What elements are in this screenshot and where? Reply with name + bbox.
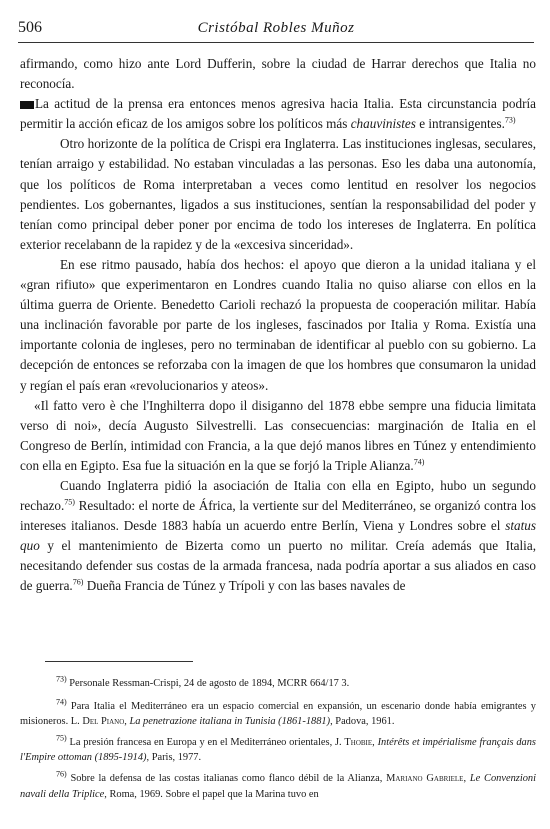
paragraph-6-text-d: Dueña Francia de Túnez y Trípoli y con las bases navales de	[83, 578, 406, 594]
footnote-74	[20, 699, 536, 730]
footnote-76-title: Le Convenzioni navali della Triplice	[20, 772, 536, 800]
footnote-73-number: 73)	[56, 674, 67, 684]
footnote-74-author: Del Piano	[82, 716, 125, 728]
paragraph-5-text: «Il fatto vero è che l'Inghilterra dopo il disiganno del 1878 ebbe sempre una fiducia limitata verso di noi», decía Augusto Silvestrelli. Las consecuencias: marginación de Italia en el Congreso de Berlín, intimidad con Francia, a la que dejó manos libres en Túnez y entendimiento con ella en Egipto. Esa fue la situación en la que se forjó la Triple Alianza.	[20, 397, 536, 473]
footnote-75-title: Intérêts et impérialisme français dans l'Empire ottoman (1895-1914)	[20, 736, 536, 764]
footnote-76-author: Mariano Gabriele	[386, 772, 464, 784]
page-number: 506	[18, 19, 42, 36]
paragraph-3-text: Otro horizonte de la política de Crispi era Inglaterra. Las instituciones inglesas, seculares, tenían arraigo y estabilidad. No estaban vinculadas a las personas. Eso les daba una autonomía, que los políticos de Roma interpretaban a veces como lentitud en resolver los negocios pendientes. Los gobernantes, ligados a sus instituciones, sentían la responsabilidad del poder y tenían como principal deber poner por encima de todo los intereses de Inglaterra. En política exterior recelabann de la rapidez y de la «excesiva sinceridad».	[20, 136, 536, 252]
paragraph-2-emphasis: chauvinistes	[350, 116, 416, 132]
footnote-74-text-b: , Padova, 1961.	[330, 716, 395, 728]
paragraph-4-text: En ese ritmo pausado, había dos hechos: el apoyo que dieron a la unidad italiana y el «gran rifiuto» que experimentaron en Londres cuando Italia no quiso aliarse con ellos en la última guerra de Oriente. Benedetto Carioli rechazó la propuesta de cooperación militar. Había una inclinación favorable por parte de los ingleses, fascinados por Italia y Roma. Existía una importante colonia de ingleses, pero no terminaban de identificar al pueblo con su gobierno. La decepción de entonces se reforzaba con la imagen de que los hombres que consumaron la unidad y regían el país eran «revolucionarios y ateos».	[20, 256, 536, 393]
paragraph-6-emphasis: status quo	[20, 518, 536, 554]
page-header	[18, 18, 534, 43]
paragraph-5	[20, 396, 536, 476]
footnote-ref-75: 75)	[64, 497, 75, 507]
paragraph-1	[20, 54, 536, 94]
running-head: Cristóbal Robles Muñoz	[197, 20, 355, 36]
footnote-ref-76: 76)	[72, 578, 84, 588]
paragraph-6-text-b: Resultado: el norte de África, la vertiente sur del Mediterráneo, se organizó contra los intereses italianos. Desde 1883 había un acuerdo entre Berlín, Viena y Londres sobre el	[20, 498, 536, 534]
footnote-ref-74: 74)	[413, 457, 425, 467]
footnote-75-separator: ,	[372, 736, 378, 748]
footnote-73	[20, 676, 536, 692]
footnote-75-author: Thobie	[344, 736, 373, 748]
footnote-76-number: 76)	[56, 769, 67, 779]
footnote-75-text-a: La presión francesa en Europa y en el Mediterráneo orientales, J.	[66, 736, 345, 748]
paragraph-2-text-b: e intransigentes.	[415, 116, 505, 132]
footnote-76-separator: ,	[463, 772, 470, 784]
footnote-76	[20, 771, 536, 802]
footnote-73-text: Personale Ressman-Crispi, 24 de agosto de 1894, MCRR 664/17 3.	[66, 678, 350, 689]
footnote-74-separator: ,	[124, 716, 130, 728]
footnote-75-text-b: , Paris, 1977.	[146, 752, 202, 764]
paragraph-1-text: afirmando, como hizo ante Lord Dufferin, sobre la ciudad de Harrar derechos que Italia no reconocía.	[20, 56, 536, 92]
footnote-76-text-a: Sobre la defensa de las costas italianas como flanco débil de la Alianza,	[66, 772, 387, 784]
footnote-ref-73: 73)	[504, 115, 516, 125]
paragraph-6-text-a: Cuando Inglaterra pidió la asociación de Italia con ella en Egipto, hubo un segundo rechazo.	[20, 477, 536, 514]
paragraph-2-text-a: La actitud de la prensa era entonces menos agresiva hacia Italia. Esta circunstancia podría permitir la acción eficaz de los amigos sobre los políticos más	[20, 96, 536, 132]
footnote-74-title: La penetrazione italiana in Tunisia (1861-1881)	[129, 716, 331, 728]
paragraph-6	[20, 476, 536, 597]
footnote-74-text-a: Para Italia el Mediterráneo era un espacio comercial en expansión, un escenario donde había emigrantes y misioneros. L.	[20, 700, 536, 728]
footnote-75-number: 75)	[56, 733, 67, 743]
main-text	[20, 54, 536, 597]
footnote-76-text-b: , Roma, 1969. Sobre el papel que la Marina tuvo en	[104, 788, 319, 800]
footnote-divider	[45, 661, 193, 662]
paragraph-4	[20, 255, 536, 396]
paragraph-6-text-c: y el mantenimiento de Bizerta como un puerto no militar. Creía además que Italia, necesitando defender sus costas de la armada francesa, nada podría aportar a sus aliados en caso de guerra.	[20, 538, 536, 594]
paragraph-2	[20, 94, 536, 134]
ink-mark	[20, 101, 34, 109]
footnotes	[20, 676, 536, 807]
footnote-74-number: 74)	[56, 697, 67, 707]
footnote-75	[20, 735, 536, 766]
paragraph-3	[20, 134, 536, 255]
